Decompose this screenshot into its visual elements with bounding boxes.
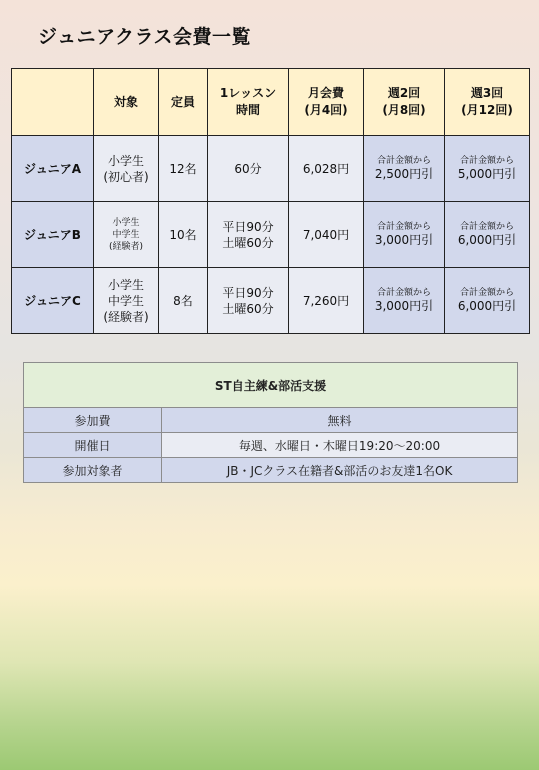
st-table-title: ST自主練&部活支援 (24, 363, 518, 408)
week3-discount-cell (445, 136, 530, 202)
time-line: 平日90分 (222, 285, 274, 300)
st-row-label: 参加対象者 (24, 458, 162, 483)
class-name: ジュニアB (12, 202, 94, 268)
table-row (24, 458, 518, 483)
discount-value: 6,000円引 (457, 233, 517, 247)
discount-label: 合計金額から (459, 288, 514, 298)
fee-table-header-row (12, 69, 530, 136)
monthly-fee-cell: 7,260円 (289, 268, 364, 334)
header-blank (12, 69, 94, 136)
page-title: ジュニアクラス会費一覧 (38, 26, 251, 48)
header-week3-line1: 週3回 (470, 86, 504, 100)
st-support-table (23, 362, 518, 483)
table-row (12, 202, 530, 268)
discount-label: 合計金額から (459, 222, 514, 232)
header-monthly-fee (289, 69, 364, 136)
target-cell (94, 268, 159, 334)
header-week2-line1: 週2回 (387, 86, 421, 100)
week2-discount-cell (364, 268, 445, 334)
st-row-value: 無料 (162, 408, 518, 433)
header-target: 対象 (94, 69, 159, 136)
target-line: 小学生 (107, 277, 144, 292)
target-cell (94, 136, 159, 202)
capacity-cell: 10名 (159, 202, 208, 268)
header-week3-line2: (月12回) (461, 103, 513, 117)
week2-discount-cell (364, 202, 445, 268)
week3-discount-cell (445, 268, 530, 334)
lesson-time-cell (208, 136, 289, 202)
target-cell (94, 202, 159, 268)
fee-table (11, 68, 530, 334)
target-line: 小学生 (107, 153, 144, 168)
discount-label: 合計金額から (376, 222, 431, 232)
monthly-fee-cell: 6,028円 (289, 136, 364, 202)
target-line: (経験者) (108, 241, 144, 252)
class-name: ジュニアA (12, 136, 94, 202)
lesson-time-cell (208, 202, 289, 268)
table-row (12, 136, 530, 202)
header-lesson-time (208, 69, 289, 136)
week3-discount-cell (445, 202, 530, 268)
time-line: 土曜60分 (222, 235, 274, 250)
st-row-value: 毎週、水曜日・木曜日19:20〜20:00 (162, 433, 518, 458)
st-row-label: 開催日 (24, 433, 162, 458)
st-row-label: 参加費 (24, 408, 162, 433)
target-line: (初心者) (103, 169, 149, 184)
header-monthly-line1: 月会費 (307, 86, 344, 100)
discount-value: 5,000円引 (457, 167, 517, 181)
table-row (12, 268, 530, 334)
class-name: ジュニアC (12, 268, 94, 334)
header-week2 (364, 69, 445, 136)
target-line: 中学生 (112, 229, 140, 240)
discount-label: 合計金額から (459, 156, 514, 166)
lesson-time-cell (208, 268, 289, 334)
header-lesson-time-line2: 時間 (235, 103, 260, 117)
time-line: 60分 (234, 161, 262, 176)
header-monthly-line2: (月4回) (304, 103, 348, 117)
capacity-cell: 12名 (159, 136, 208, 202)
discount-value: 6,000円引 (457, 299, 517, 313)
target-line: 小学生 (112, 217, 140, 228)
target-line: 中学生 (107, 293, 144, 308)
header-week3 (445, 69, 530, 136)
table-row (24, 408, 518, 433)
header-lesson-time-line1: 1レッスン (219, 86, 277, 100)
week2-discount-cell (364, 136, 445, 202)
capacity-cell: 8名 (159, 268, 208, 334)
st-row-value: JB・JCクラス在籍者&部活のお友達1名OK (162, 458, 518, 483)
header-capacity: 定員 (159, 69, 208, 136)
target-line: (経験者) (103, 309, 149, 324)
discount-value: 3,000円引 (374, 299, 434, 313)
discount-value: 2,500円引 (374, 167, 434, 181)
header-week2-line2: (月8回) (382, 103, 426, 117)
discount-label: 合計金額から (376, 156, 431, 166)
discount-value: 3,000円引 (374, 233, 434, 247)
monthly-fee-cell: 7,040円 (289, 202, 364, 268)
time-line: 平日90分 (222, 219, 274, 234)
table-row (24, 433, 518, 458)
time-line: 土曜60分 (222, 301, 274, 316)
discount-label: 合計金額から (376, 288, 431, 298)
